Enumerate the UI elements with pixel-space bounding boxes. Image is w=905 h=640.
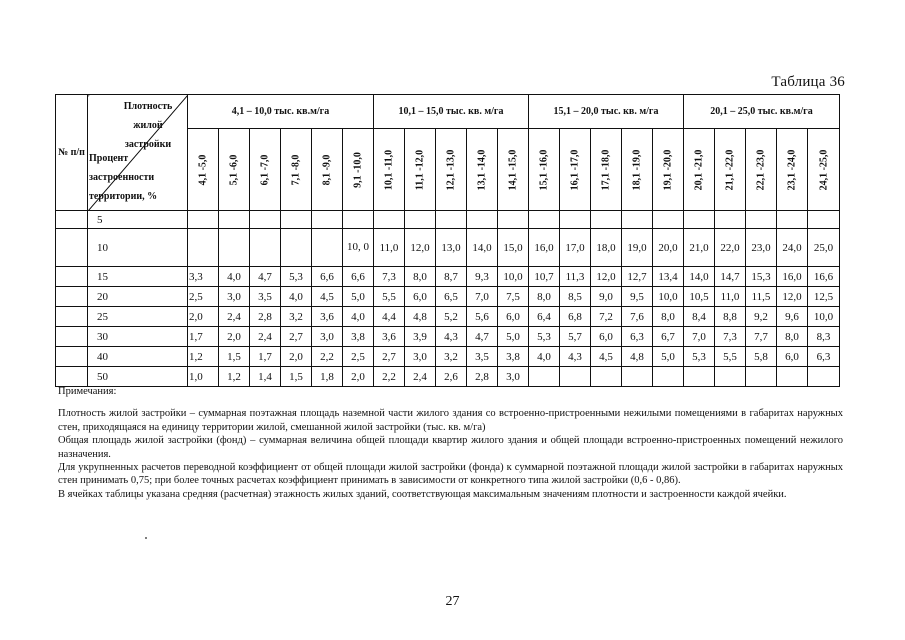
value-cell: 4,3 (560, 347, 591, 367)
value-cell (405, 211, 436, 229)
value-cell: 6,8 (560, 307, 591, 327)
header-subcolumn (746, 129, 777, 211)
value-cell: 10,0 (808, 307, 840, 327)
row-percent-cell: 5 (88, 211, 188, 229)
value-cell: 9,0 (591, 287, 622, 307)
note-cell-meaning: В ячейках таблицы указана средняя (расчетная) этажность жилых зданий, соответствующая максимальным значениям плотности и застроенности каждой ячейки. (58, 488, 787, 500)
value-cell: 4,0 (219, 267, 250, 287)
value-cell (746, 367, 777, 387)
table-row (56, 287, 840, 307)
value-cell: 3,0 (219, 287, 250, 307)
value-cell: 3,3 (188, 267, 219, 287)
value-cell (250, 229, 281, 267)
value-cell: 4,0 (343, 307, 374, 327)
value-cell: 17,0 (560, 229, 591, 267)
value-cell: 6,0 (777, 347, 808, 367)
notes-section (58, 385, 843, 501)
header-subcolumn (312, 129, 343, 211)
value-cell: 2,7 (281, 327, 312, 347)
header-subcolumn (405, 129, 436, 211)
value-cell (808, 367, 840, 387)
notes-title: Примечания: (58, 386, 117, 397)
value-cell: 5,5 (374, 287, 405, 307)
header-subcolumn (467, 129, 498, 211)
value-cell: 4,8 (622, 347, 653, 367)
value-cell: 5,6 (467, 307, 498, 327)
header-subcolumn (281, 129, 312, 211)
row-number-cell (56, 229, 88, 267)
value-cell: 3,8 (498, 347, 529, 367)
row-number-cell (56, 327, 88, 347)
value-cell (653, 367, 684, 387)
value-cell: 24,0 (777, 229, 808, 267)
value-cell: 2,4 (219, 307, 250, 327)
subcolumn-label: 23,1 -24,0 (786, 149, 798, 190)
header-subcolumn (343, 129, 374, 211)
value-cell: 5,3 (684, 347, 715, 367)
value-cell (777, 367, 808, 387)
subcolumn-label: 6,1 -7,0 (259, 154, 271, 185)
value-cell: 4,7 (250, 267, 281, 287)
value-cell: 2,0 (188, 307, 219, 327)
value-cell: 7,0 (684, 327, 715, 347)
value-cell: 20,0 (653, 229, 684, 267)
value-cell: 3,0 (312, 327, 343, 347)
value-cell (622, 367, 653, 387)
value-cell: 3,2 (281, 307, 312, 327)
value-cell: 8,8 (715, 307, 746, 327)
value-cell: 11,5 (746, 287, 777, 307)
value-cell (684, 211, 715, 229)
value-cell (498, 211, 529, 229)
header-percent-label: Процент застроенности территории, % (89, 153, 158, 202)
subcolumn-label: 9,1 -10,0 (352, 151, 364, 188)
subcolumn-label: 11,1 -12,0 (414, 149, 426, 190)
value-cell: 7,2 (591, 307, 622, 327)
header-group-4: 20,1 – 25,0 тыс. кв.м/га (684, 95, 840, 129)
header-number-cell: № п/п (56, 95, 88, 211)
value-cell: 11,0 (715, 287, 746, 307)
value-cell: 16,6 (808, 267, 840, 287)
header-density-label: Плотность жилой застройки (123, 101, 173, 150)
scan-speck (145, 537, 147, 539)
value-cell: 10,0 (498, 267, 529, 287)
value-cell: 4,7 (467, 327, 498, 347)
value-cell (684, 367, 715, 387)
value-cell: 5,3 (529, 327, 560, 347)
value-cell: 10,5 (684, 287, 715, 307)
value-cell: 5,0 (343, 287, 374, 307)
value-cell: 6,5 (436, 287, 467, 307)
value-cell: 6,0 (405, 287, 436, 307)
value-cell: 5,0 (498, 327, 529, 347)
table-row (56, 327, 840, 347)
value-cell: 7,5 (498, 287, 529, 307)
row-percent-cell: 20 (88, 287, 188, 307)
table-title: Таблица 36 (771, 74, 845, 90)
value-cell (436, 211, 467, 229)
value-cell: 1,8 (312, 367, 343, 387)
note-total-area: Общая площадь жилой застройки (фонд) – суммарная величина общей площади квартир жилого здания и общей площади встроенно-пристроенных помещений нежилого назначения. (58, 435, 843, 460)
header-subcolumn (560, 129, 591, 211)
value-cell (219, 229, 250, 267)
value-cell: 13,0 (436, 229, 467, 267)
value-cell: 22,0 (715, 229, 746, 267)
header-subcolumn (250, 129, 281, 211)
value-cell (374, 211, 405, 229)
header-subcolumn (188, 129, 219, 211)
value-cell: 4,5 (312, 287, 343, 307)
value-cell: 10, 0 (343, 229, 374, 267)
value-cell: 8,0 (653, 307, 684, 327)
note-density: Плотность жилой застройки – суммарная поэтажная площадь наземной части жилого здания со встроенно-пристроенными нежилыми помещениями в габаритах наружных стен, приходящаяся на единицу территории жилой, смешанной жилой застройки (тыс. кв. м/га) (58, 408, 843, 433)
value-cell: 2,2 (312, 347, 343, 367)
subcolumn-label: 12,1 -13,0 (445, 149, 457, 190)
value-cell: 14,0 (684, 267, 715, 287)
value-cell: 2,0 (343, 367, 374, 387)
value-cell: 3,6 (374, 327, 405, 347)
page-number: 27 (445, 594, 460, 609)
value-cell: 12,0 (591, 267, 622, 287)
value-cell (312, 211, 343, 229)
subcolumn-label: 16,1 -17,0 (569, 149, 581, 190)
value-cell: 9,2 (746, 307, 777, 327)
value-cell: 5,8 (746, 347, 777, 367)
header-group-3: 15,1 – 20,0 тыс. кв. м/га (529, 95, 684, 129)
value-cell: 14,7 (715, 267, 746, 287)
value-cell: 25,0 (808, 229, 840, 267)
value-cell (622, 211, 653, 229)
value-cell: 4,0 (529, 347, 560, 367)
row-percent-cell: 50 (88, 367, 188, 387)
value-cell: 8,0 (529, 287, 560, 307)
value-cell: 3,9 (405, 327, 436, 347)
value-cell: 6,7 (653, 327, 684, 347)
value-cell: 6,4 (529, 307, 560, 327)
value-cell: 6,3 (622, 327, 653, 347)
value-cell: 9,6 (777, 307, 808, 327)
subcolumn-label: 22,1 -23,0 (755, 149, 767, 190)
value-cell (560, 367, 591, 387)
value-cell (188, 211, 219, 229)
value-cell (281, 229, 312, 267)
subcolumn-label: 10,1 -11,0 (383, 149, 395, 190)
value-cell (808, 211, 840, 229)
value-cell: 11,3 (560, 267, 591, 287)
value-cell: 2,7 (374, 347, 405, 367)
value-cell: 9,5 (622, 287, 653, 307)
header-subcolumn (715, 129, 746, 211)
row-percent-cell: 40 (88, 347, 188, 367)
value-cell: 2,6 (436, 367, 467, 387)
value-cell: 1,5 (219, 347, 250, 367)
row-percent-cell: 25 (88, 307, 188, 327)
header-subcolumn (684, 129, 715, 211)
value-cell: 5,7 (560, 327, 591, 347)
value-cell: 10,0 (653, 287, 684, 307)
value-cell (467, 211, 498, 229)
header-subcolumn (529, 129, 560, 211)
table-row (56, 367, 840, 387)
value-cell: 13,4 (653, 267, 684, 287)
value-cell: 6,6 (312, 267, 343, 287)
value-cell: 2,2 (374, 367, 405, 387)
value-cell: 14,0 (467, 229, 498, 267)
subcolumn-label: 4,1 -5,0 (197, 154, 209, 185)
value-cell: 6,6 (343, 267, 374, 287)
value-cell: 8,5 (560, 287, 591, 307)
table-row (56, 211, 840, 229)
value-cell (529, 367, 560, 387)
table-row (56, 267, 840, 287)
value-cell: 7,7 (746, 327, 777, 347)
value-cell: 11,0 (374, 229, 405, 267)
value-cell: 16,0 (777, 267, 808, 287)
row-number-cell (56, 367, 88, 387)
header-subcolumn (653, 129, 684, 211)
value-cell: 3,5 (467, 347, 498, 367)
row-number-cell (56, 307, 88, 327)
header-subcolumn (622, 129, 653, 211)
row-number-cell (56, 211, 88, 229)
value-cell: 4,0 (281, 287, 312, 307)
value-cell: 3,5 (250, 287, 281, 307)
value-cell: 7,6 (622, 307, 653, 327)
value-cell (715, 211, 746, 229)
value-cell (560, 211, 591, 229)
value-cell: 6,3 (808, 347, 840, 367)
header-subcolumn (777, 129, 808, 211)
row-number-cell (56, 287, 88, 307)
value-cell: 8,0 (777, 327, 808, 347)
value-cell: 23,0 (746, 229, 777, 267)
value-cell: 3,0 (498, 367, 529, 387)
value-cell: 4,8 (405, 307, 436, 327)
subcolumn-label: 5,1 -6,0 (228, 154, 240, 185)
value-cell (653, 211, 684, 229)
subcolumn-label: 19,1 -20,0 (662, 149, 674, 190)
value-cell: 1,4 (250, 367, 281, 387)
header-subcolumn (498, 129, 529, 211)
value-cell (715, 367, 746, 387)
value-cell (312, 229, 343, 267)
value-cell: 12,7 (622, 267, 653, 287)
value-cell: 9,3 (467, 267, 498, 287)
value-cell: 2,5 (343, 347, 374, 367)
table-row (56, 347, 840, 367)
value-cell (250, 211, 281, 229)
header-group-2: 10,1 – 15,0 тыс. кв. м/га (374, 95, 529, 129)
subcolumn-label: 13,1 -14,0 (476, 149, 488, 190)
value-cell: 2,5 (188, 287, 219, 307)
value-cell: 6,0 (498, 307, 529, 327)
subcolumn-label: 21,1 -22,0 (724, 149, 736, 190)
row-percent-cell: 10 (88, 229, 188, 267)
header-group-1: 4,1 – 10,0 тыс. кв.м/га (188, 95, 374, 129)
value-cell: 10,7 (529, 267, 560, 287)
value-cell: 7,0 (467, 287, 498, 307)
value-cell: 12,5 (808, 287, 840, 307)
value-cell: 1,7 (250, 347, 281, 367)
value-cell: 3,0 (405, 347, 436, 367)
value-cell (529, 211, 560, 229)
value-cell: 8,3 (808, 327, 840, 347)
header-subcolumn (808, 129, 840, 211)
value-cell: 3,2 (436, 347, 467, 367)
value-cell: 5,3 (281, 267, 312, 287)
value-cell: 1,2 (219, 367, 250, 387)
value-cell: 2,8 (467, 367, 498, 387)
header-diagonal-cell (88, 95, 188, 211)
value-cell: 1,0 (188, 367, 219, 387)
subcolumn-label: 17,1 -18,0 (600, 149, 612, 190)
value-cell: 7,3 (374, 267, 405, 287)
note-coefficient: Для укрупненных расчетов переводной коэффициент от общей площади жилой застройки (фонда) к суммарной поэтажной площади жилой застройки в габаритах наружных стен принимать 0,75; при более точных расчетах коэффициент принимать в зависимости от конкретного типа жилой застройки (0,6 - 0,86). (58, 462, 843, 487)
value-cell: 2,4 (405, 367, 436, 387)
value-cell: 1,2 (188, 347, 219, 367)
value-cell: 16,0 (529, 229, 560, 267)
value-cell: 15,0 (498, 229, 529, 267)
value-cell: 3,6 (312, 307, 343, 327)
row-number-cell (56, 267, 88, 287)
value-cell: 7,3 (715, 327, 746, 347)
table-row (56, 307, 840, 327)
table-body (56, 211, 840, 387)
value-cell (219, 211, 250, 229)
subcolumn-label: 18,1 -19,0 (631, 149, 643, 190)
subcolumn-label: 7,1 -8,0 (290, 154, 302, 185)
value-cell: 2,0 (281, 347, 312, 367)
value-cell: 8,0 (405, 267, 436, 287)
value-cell (746, 211, 777, 229)
value-cell: 4,3 (436, 327, 467, 347)
header-subcolumn (374, 129, 405, 211)
value-cell: 1,5 (281, 367, 312, 387)
value-cell: 12,0 (405, 229, 436, 267)
value-cell (591, 367, 622, 387)
subcolumn-label: 15,1 -16,0 (538, 149, 550, 190)
value-cell: 3,8 (343, 327, 374, 347)
value-cell: 8,7 (436, 267, 467, 287)
value-cell: 1,7 (188, 327, 219, 347)
value-cell (343, 211, 374, 229)
value-cell: 12,0 (777, 287, 808, 307)
subcolumn-label: 14,1 -15,0 (507, 149, 519, 190)
value-cell: 2,4 (250, 327, 281, 347)
value-cell: 19,0 (622, 229, 653, 267)
header-subcolumn (219, 129, 250, 211)
value-cell (281, 211, 312, 229)
subcolumn-label: 20,1 -21,0 (693, 149, 705, 190)
value-cell (188, 229, 219, 267)
value-cell: 5,2 (436, 307, 467, 327)
subcolumn-label: 8,1 -9,0 (321, 154, 333, 185)
header-subcolumn (436, 129, 467, 211)
value-cell: 5,0 (653, 347, 684, 367)
subcolumn-label: 24,1 -25,0 (818, 149, 829, 190)
table-row (56, 229, 840, 267)
value-cell: 21,0 (684, 229, 715, 267)
value-cell: 4,5 (591, 347, 622, 367)
header-subcolumn (591, 129, 622, 211)
value-cell: 18,0 (591, 229, 622, 267)
value-cell: 6,0 (591, 327, 622, 347)
value-cell (591, 211, 622, 229)
row-percent-cell: 30 (88, 327, 188, 347)
row-percent-cell: 15 (88, 267, 188, 287)
data-table (55, 94, 840, 387)
value-cell: 5,5 (715, 347, 746, 367)
value-cell: 8,4 (684, 307, 715, 327)
value-cell: 2,0 (219, 327, 250, 347)
value-cell: 15,3 (746, 267, 777, 287)
value-cell: 2,8 (250, 307, 281, 327)
value-cell: 4,4 (374, 307, 405, 327)
value-cell (777, 211, 808, 229)
row-number-cell (56, 347, 88, 367)
